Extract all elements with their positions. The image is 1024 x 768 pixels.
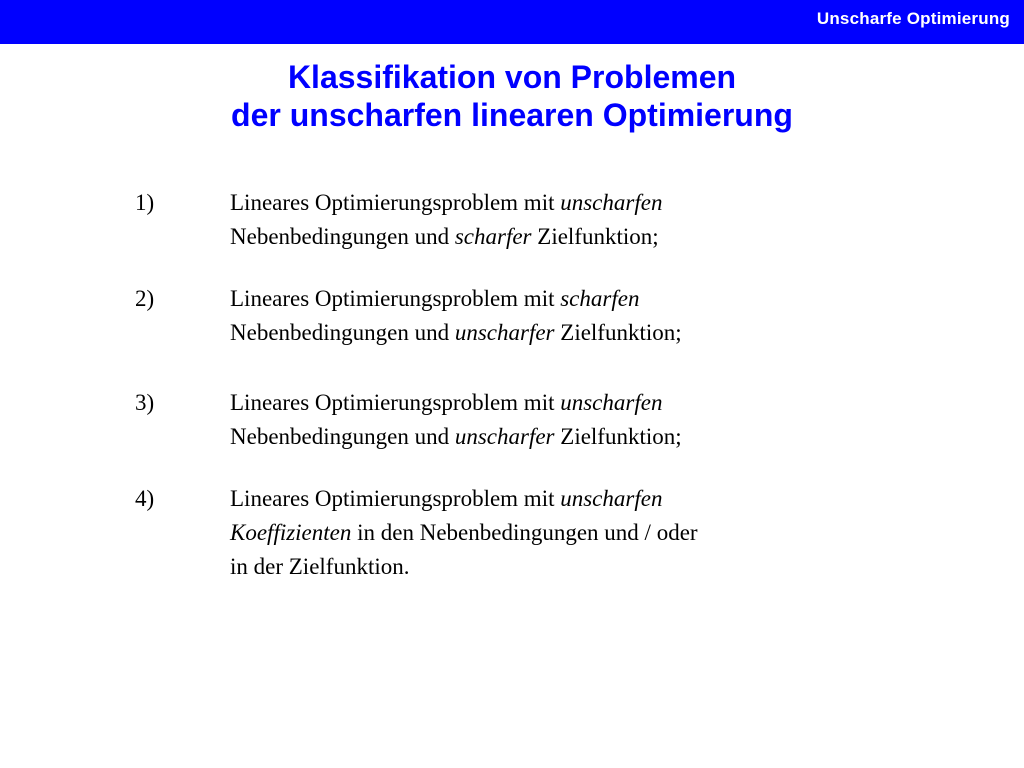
item-line-1 — [230, 482, 870, 516]
text-segment: Lineares Optimierungsproblem mit — [230, 286, 561, 311]
italic-segment: Koeffizienten — [230, 520, 352, 545]
text-segment: Lineares Optimierungsproblem mit — [230, 486, 561, 511]
title-line-1: Klassifikation von Problemen — [287, 59, 737, 95]
text-segment: in den Nebenbedingungen und / oder — [351, 520, 698, 545]
text-segment: Lineares Optimierungsproblem mit — [230, 390, 561, 415]
item-number: 3) — [135, 390, 155, 415]
item-text — [230, 186, 870, 254]
italic-segment: unscharfer — [454, 424, 555, 449]
item-line-1 — [230, 186, 870, 220]
text-segment: Nebenbedingungen und — [230, 224, 455, 249]
item-line-2 — [230, 316, 870, 350]
text-segment: Zielfunktion; — [554, 320, 682, 345]
title-line-2: der unscharfen linearen Optimierung — [231, 97, 793, 133]
text-segment: in der Zielfunktion. — [230, 554, 410, 579]
item-number: 1) — [135, 190, 155, 215]
item-text — [230, 386, 870, 454]
text-segment: Lineares Optimierungsproblem mit — [230, 190, 561, 215]
item-text — [230, 282, 870, 350]
item-line-1 — [230, 386, 870, 420]
item-text — [230, 482, 870, 584]
header-label: Unscharfe Optimierung — [816, 9, 1010, 28]
italic-segment: unscharfer — [454, 320, 555, 345]
italic-segment: unscharfen — [560, 190, 663, 215]
item-line-1 — [230, 282, 870, 316]
header-bar — [0, 0, 1024, 44]
item-line-3 — [230, 550, 870, 584]
item-line-2 — [230, 220, 870, 254]
text-segment: Nebenbedingungen und — [230, 320, 455, 345]
italic-segment: unscharfen — [560, 486, 663, 511]
text-segment: Zielfunktion; — [531, 224, 659, 249]
item-line-2 — [230, 516, 870, 550]
text-segment: Nebenbedingungen und — [230, 424, 455, 449]
page-title — [0, 58, 1024, 134]
item-number: 4) — [135, 486, 155, 511]
italic-segment: unscharfen — [560, 390, 663, 415]
item-number: 2) — [135, 286, 155, 311]
italic-segment: scharfer — [454, 224, 532, 249]
text-segment: Zielfunktion; — [554, 424, 682, 449]
italic-segment: scharfen — [560, 286, 640, 311]
item-line-2 — [230, 420, 870, 454]
